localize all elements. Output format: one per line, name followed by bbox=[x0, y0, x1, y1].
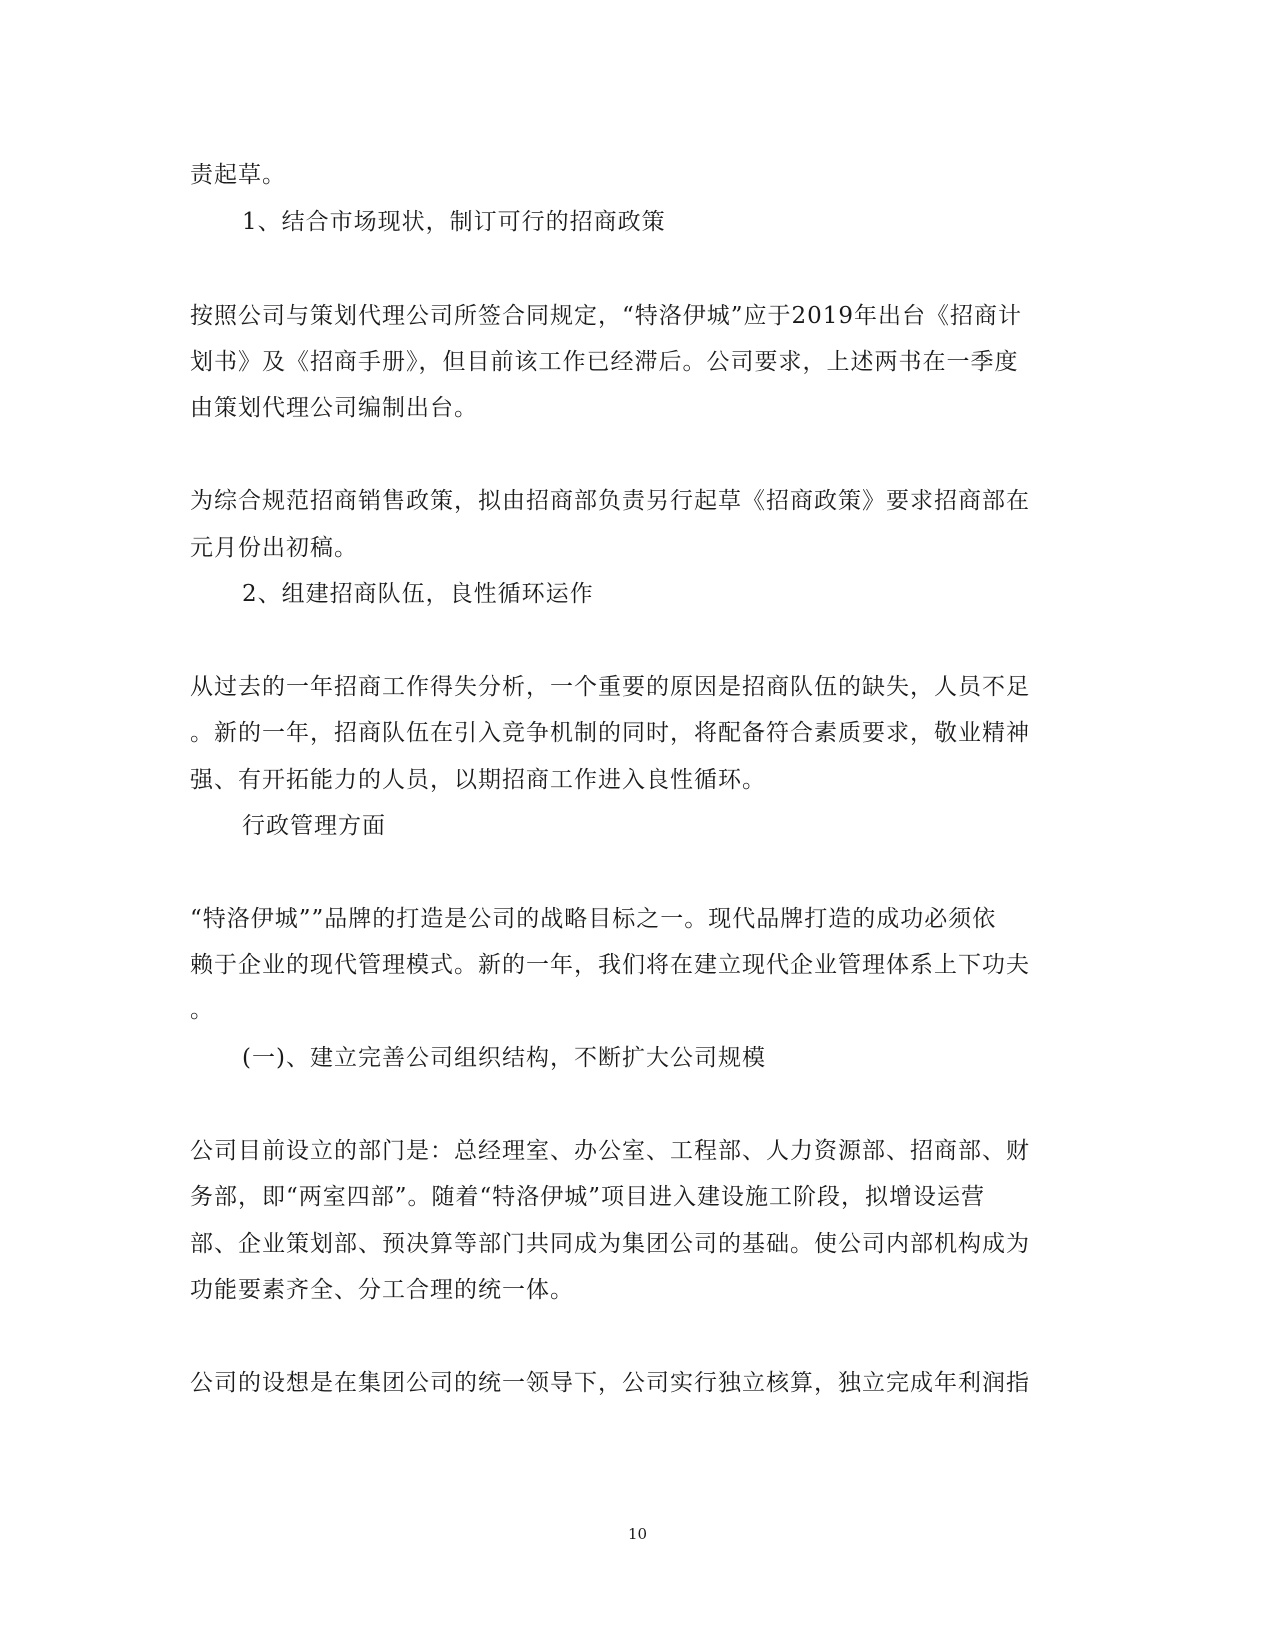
text-line: 。新的一年，招商队伍在引入竞争机制的同时，将配备符合素质要求，敬业精神 bbox=[190, 720, 1030, 746]
page-number: 10 bbox=[627, 1525, 648, 1543]
section-heading: 2、组建招商队伍，良性循环运作 bbox=[242, 581, 594, 607]
text-line: 。 bbox=[190, 997, 214, 1023]
text-line: 元月份出初稿。 bbox=[190, 535, 358, 561]
section-heading: 1、结合市场现状，制订可行的招商政策 bbox=[242, 209, 666, 235]
text-line: 从过去的一年招商工作得失分析，一个重要的原因是招商队伍的缺失，人员不足 bbox=[190, 674, 1030, 700]
section-heading: (一)、建立完善公司组织结构，不断扩大公司规模 bbox=[242, 1045, 766, 1071]
text-line: 公司的设想是在集团公司的统一领导下，公司实行独立核算，独立完成年利润指 bbox=[190, 1370, 1030, 1396]
text-line: 赖于企业的现代管理模式。新的一年，我们将在建立现代企业管理体系上下功夫 bbox=[190, 952, 1030, 978]
text-line: 责起草。 bbox=[190, 162, 286, 188]
text-line: 由策划代理公司编制出台。 bbox=[190, 395, 478, 421]
section-heading: 行政管理方面 bbox=[242, 813, 386, 839]
text-line: 务部，即“两室四部”。随着“特洛伊城”项目进入建设施工阶段，拟增设运营 bbox=[190, 1184, 986, 1210]
text-line: 划书》及《招商手册》，但目前该工作已经滞后。公司要求，上述两书在一季度 bbox=[190, 349, 1019, 375]
text-line: 部、企业策划部、预决算等部门共同成为集团公司的基础。使公司内部机构成为 bbox=[190, 1231, 1030, 1257]
text-line: 公司目前设立的部门是：总经理室、办公室、工程部、人力资源部、招商部、财 bbox=[190, 1138, 1030, 1164]
text-line: “特洛伊城””品牌的打造是公司的战略目标之一。现代品牌打造的成功必须依 bbox=[190, 906, 997, 932]
text-line: 强、有开拓能力的人员，以期招商工作进入良性循环。 bbox=[190, 767, 766, 793]
text-line: 按照公司与策划代理公司所签合同规定，“特洛伊城”应于2019年出台《招商计 bbox=[190, 303, 1023, 329]
text-line: 功能要素齐全、分工合理的统一体。 bbox=[190, 1277, 574, 1303]
text-line: 为综合规范招商销售政策，拟由招商部负责另行起草《招商政策》要求招商部在 bbox=[190, 488, 1030, 514]
